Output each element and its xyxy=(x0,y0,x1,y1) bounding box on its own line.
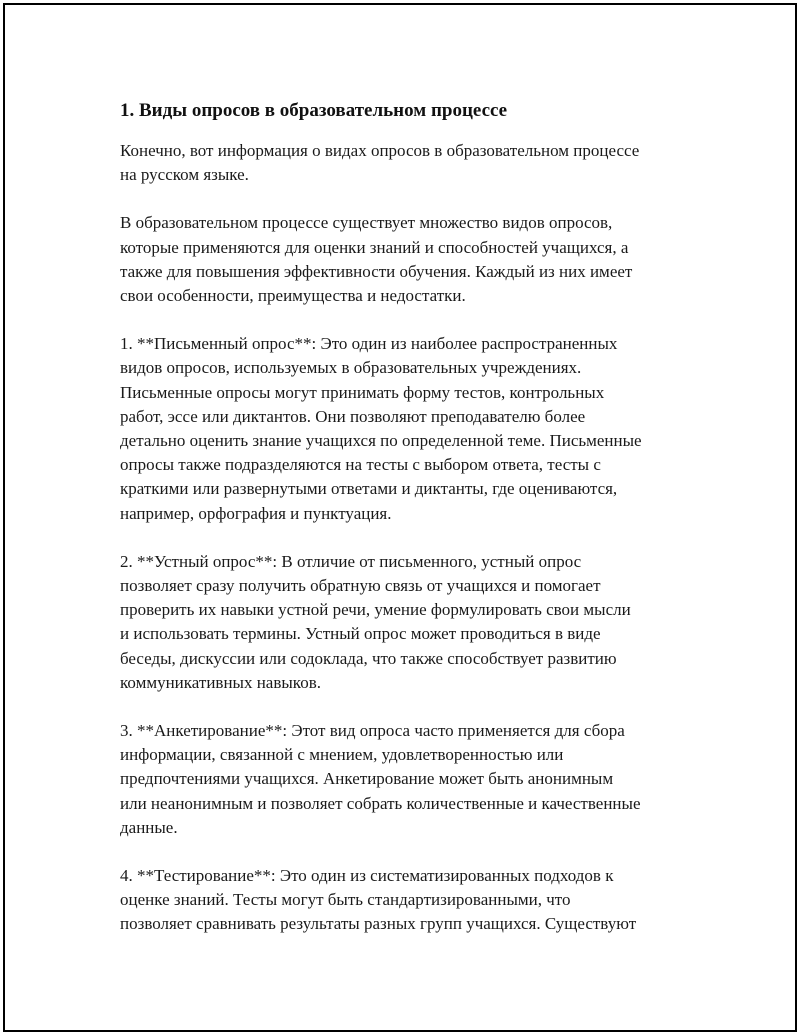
oral-survey-paragraph: 2. **Устный опрос**: В отличие от письменного, устный опрос позволяет сразу получить обратную связь от учащихся и помогает проверить их навыки устной речи, умение формулировать свои мысли и использовать термины. Устный опрос может проводиться в виде беседы, дискуссии или содоклада, что также способствует развитию коммуникативных навыков. xyxy=(120,551,631,692)
overview-paragraph: В образовательном процессе существует множество видов опросов, которые применяются для оценки знаний и способностей учащихся, а также для повышения эффективности обучения. Каждый из них имеет свои особенности, преимущества и недостатки. xyxy=(120,213,633,306)
document-body xyxy=(120,99,700,961)
questionnaire-paragraph: 3. **Анкетирование**: Этот вид опроса часто применяется для сбора информации, связанной с мнением, удовлетворенностью или предпочтениями учащихся. Анкетирование может быть анонимным или неанонимным и позволяет собрать количественные и качественные данные. xyxy=(120,721,641,837)
written-survey-paragraph: 1. **Письменный опрос**: Это один из наиболее распространенных видов опросов, используемых в образовательных учреждениях. Письменные опросы могут принимать форму тестов, контрольных работ, эссе или диктантов. Они позволяют преподавателю более детально оценить знание учащихся по определенной теме. Письменные опросы также подразделяются на тесты с выбором ответа, тесты с краткими или развернутыми ответами и диктанты, где оцениваются, например, орфография и пунктуация. xyxy=(120,334,642,523)
section-heading: 1. Виды опросов в образовательном процессе xyxy=(120,100,508,121)
intro-paragraph: Конечно, вот информация о видах опросов в образовательном процессе на русском языке. xyxy=(120,141,640,185)
page-frame xyxy=(3,3,797,1032)
testing-paragraph: 4. **Тестирование**: Это один из систематизированных подходов к оценке знаний. Тесты могут быть стандартизированными, что позволяет сравнивать результаты разных групп учащихся. Существуют xyxy=(120,866,637,934)
